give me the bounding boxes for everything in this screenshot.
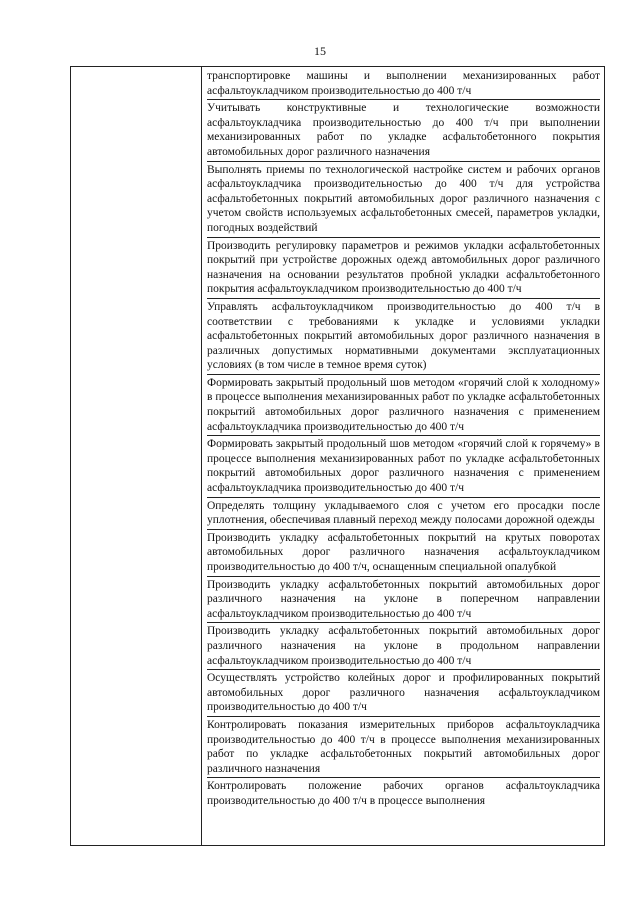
- skill-entry: Контролировать положение рабочих органов асфальтоукладчика производительностью до 400 т/ч в процессе выполнения: [207, 780, 600, 807]
- skill-entry: Управлять асфальтоукладчиком производительностью до 400 т/ч в соответствии с требованиями к укладке и условиями укладки асфальтобетонных покрытий автомобильных дорог различного назначения в различных допустимых нормативными документами эксплуатационных условиях (в том числе в темное время суток): [207, 299, 600, 375]
- skill-entry: Контролировать показания измерительных приборов асфальтоукладчика производительностью до 400 т/ч в процессе выполнения механизированных работ по укладке асфальтобетонных покрытий автомобильных дорог различного назначения: [207, 717, 600, 778]
- skills-column: [202, 67, 605, 846]
- skill-entry: Формировать закрытый продольный шов методом «горячий слой к холодному» в процессе выполнения механизированных работ по укладке асфальтобетонных покрытий автомобильных дорог различного назначения с применением асфальтоукладчика производительностью до 400 т/ч: [207, 375, 600, 436]
- skills-table: [70, 66, 605, 846]
- skill-entry: Выполнять приемы по технологической настройке систем и рабочих органов асфальтоукладчика производительностью до 400 т/ч для устройства асфальтобетонных покрытий автомобильных дорог различного назначения с учетом свойств используемых асфальтобетонных смесей, параметров укладки, погодных воздействий: [207, 162, 600, 238]
- skill-entry: транспортировке машины и выполнении механизированных работ асфальтоукладчиком производительностью до 400 т/ч: [207, 68, 600, 100]
- skill-entry: Производить регулировку параметров и режимов укладки асфальтобетонных покрытий при устройстве дорожных одежд автомобильных дорог различного назначения на основании результатов пробной укладки асфальтобетонного покрытия асфальтоукладчиком производительностью до 400 т/ч: [207, 238, 600, 299]
- skill-entry: Формировать закрытый продольный шов методом «горячий слой к горячему» в процессе выполнения механизированных работ по укладке асфальтобетонных покрытий автомобильных дорог различного назначения с применением асфальтоукладчика производительностью до 400 т/ч: [207, 436, 600, 497]
- page-number: 15: [314, 44, 326, 58]
- skill-entry: Определять толщину укладываемого слоя с учетом его просадки после уплотнения, обеспечивая плавный переход между полосами дорожной одежды: [207, 498, 600, 530]
- empty-left-column: [71, 67, 202, 846]
- skill-entry: Учитывать конструктивные и технологические возможности асфальтоукладчика производительностью до 400 т/ч при выполнении механизированных работ по укладке асфальтобетонного покрытия автомобильных дорог различного назначения: [207, 100, 600, 161]
- skill-entry: Осуществлять устройство колейных дорог и профилированных покрытий автомобильных дорог различного назначения асфальтоукладчиком производительностью до 400 т/ч: [207, 670, 600, 717]
- skill-entry: Производить укладку асфальтобетонных покрытий автомобильных дорог различного назначения на уклоне в продольном направлении асфальтоукладчиком производительностью до 400 т/ч: [207, 623, 600, 670]
- skill-entry: Производить укладку асфальтобетонных покрытий автомобильных дорог различного назначения на уклоне в поперечном направлении асфальтоукладчиком производительностью до 400 т/ч: [207, 577, 600, 624]
- skill-entry: Производить укладку асфальтобетонных покрытий на крутых поворотах автомобильных дорог различного назначения асфальтоукладчиком производительностью до 400 т/ч, оснащенным специальной опалубкой: [207, 530, 600, 577]
